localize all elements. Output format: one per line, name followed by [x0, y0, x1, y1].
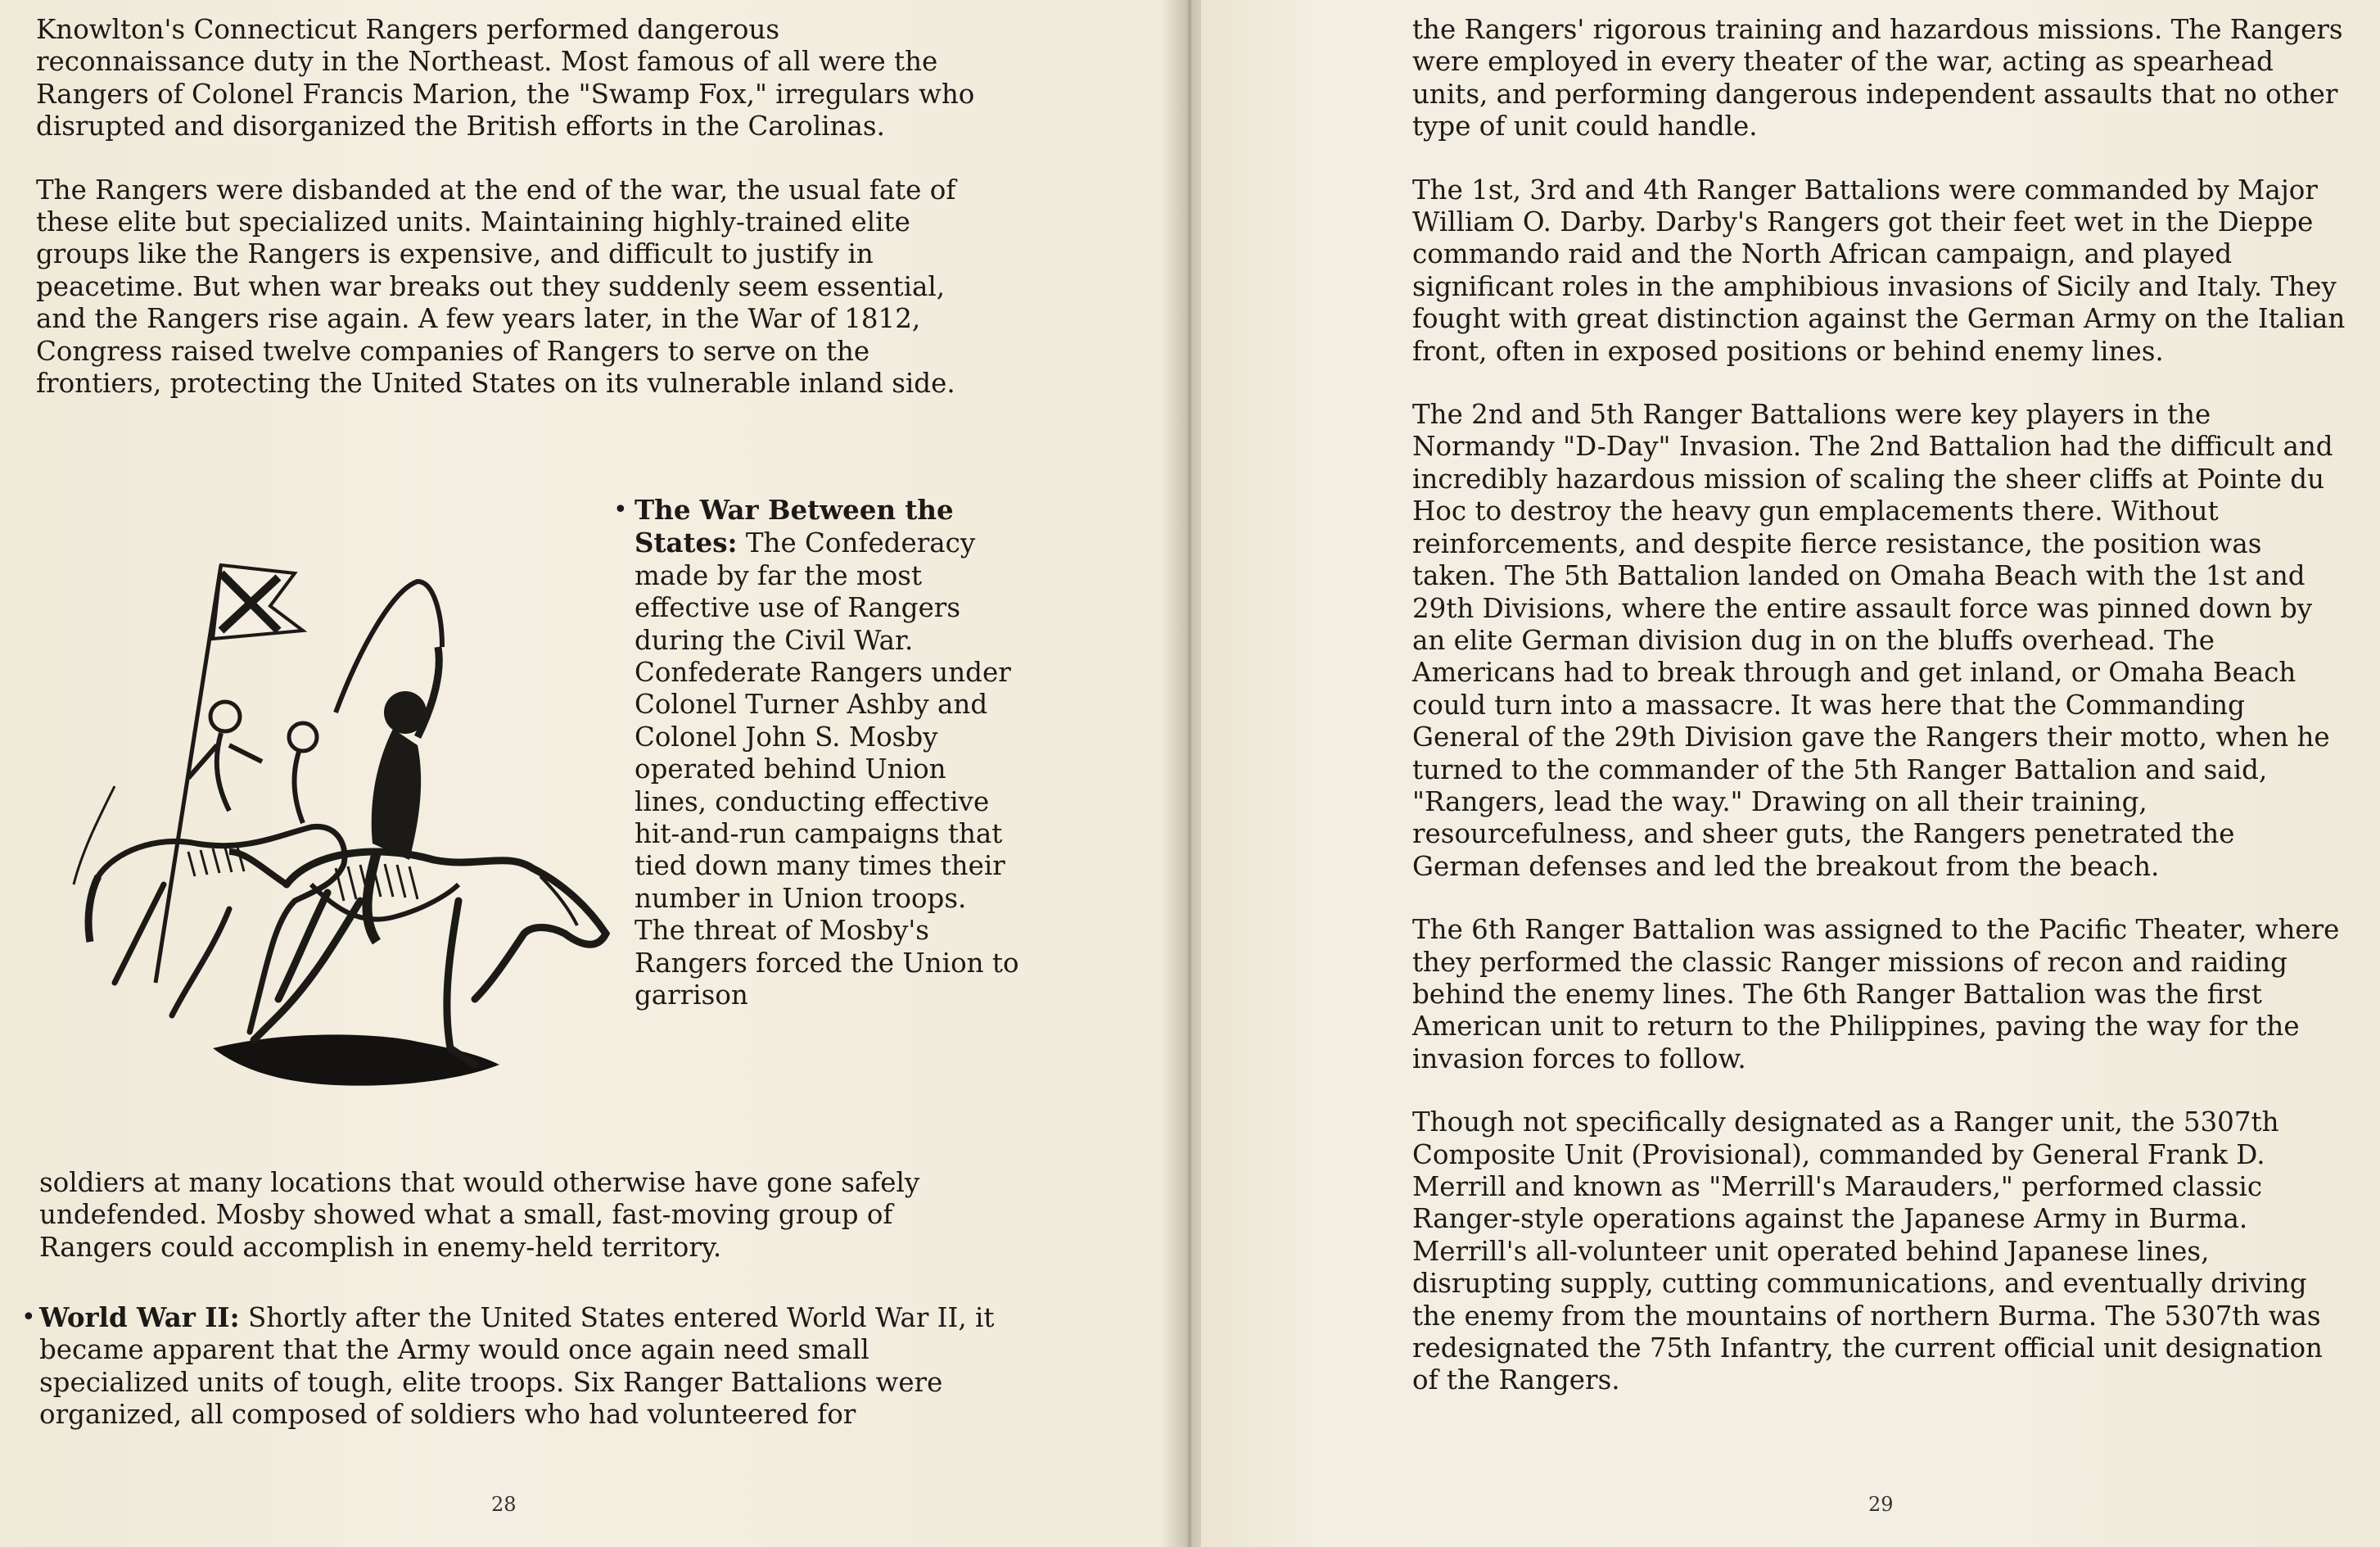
paragraph: Knowlton's Connecticut Rangers performed dangerous reconnaissance duty in the Northeast. Most famous of all were the Rangers of Colonel Francis Marion, the "Swamp Fox," irregulars who disrupted and disorganized the British efforts in the Carolinas. — [36, 14, 975, 142]
paragraph: The 1st, 3rd and 4th Ranger Battalions were commanded by Major William O. Darby. Darby's Rangers got their feet wet in the Dieppe commando raid and the North African campaign, and played significant roles in the amphibious invasions of Sicily and Italy. They fought with great distinction against the German Army on the Italian front, often in exposed positions or behind enemy lines. — [1412, 174, 2346, 367]
page-number: 28 — [491, 1493, 517, 1516]
ww2-text: Shortly after the United States entered World War II, it became apparent that the Army would once again need small specialized units of tough, elite troops. Six Ranger Battalions were organized, all composed of soldiers who had volunteered for — [39, 1302, 995, 1431]
left-text-column — [36, 14, 1018, 431]
paragraph: The 6th Ranger Battalion was assigned to the Pacific Theater, where they performed the classic Ranger missions of recon and raiding behind the enemy lines. The 6th Ranger Battalion was the first American unit to return to the Philippines, paving the way for the invasion forces to follow. — [1412, 914, 2340, 1074]
paragraph: The 2nd and 5th Ranger Battalions were key players in the Normandy "D-Day" Invasion. The 2nd Battalion had the difficult and incredibly hazardous mission of scaling the sheer cliffs at Pointe du Hoc to destroy the heavy gun emplacements there. Without reinforcements, and despite fierce resistance, the position was taken. The 5th Battalion landed on Omaha Beach with the 1st and 29th Divisions, where the entire assault force was pinned down by an elite German division dug in on the bluffs overhead. The Americans had to break through and get inland, or Omaha Beach could turn into a massacre. It was here that the Commanding General of the 29th Division gave the Rangers their motto, when he turned to the commander of the 5th Ranger Battalion and said, "Rangers, lead the way." Drawing on all their training, resourcefulness, and sheer guts, the Rangers penetrated the German defenses and led the breakout from the beach. — [1412, 399, 2333, 882]
bullet-icon: • — [21, 1303, 36, 1332]
left-page — [0, 0, 1179, 1547]
bullet-icon: • — [613, 495, 628, 524]
paragraph: The Rangers were disbanded at the end of the war, the usual fate of these elite but specialized units. Maintaining highly-trained elite groups like the Rangers is expensive, and difficult to justify in peacetime. But when war breaks out they suddenly seem essential, and the Rangers rise again. A few years later, in the War of 1812, Congress raised twelve companies of Rangers to serve on the frontiers, protecting the United States on its vulnerable inland side. — [36, 174, 956, 400]
civil-war-text: The Confederacy made by far the most effective use of Rangers during the Civil War. Confederate Rangers under Colonel Turner Ashby and Colonel John S. Mosby operated behind Union lines, conducting effective hit-and-run campaigns that tied down many times their number in Union troops. The threat of Mosby's Rangers forced the Union to garrison — [635, 527, 1019, 1011]
ww2-heading: World War II: — [39, 1301, 240, 1333]
paragraph: the Rangers' rigorous training and hazardous missions. The Rangers were employed in every theater of the war, acting as spearhead units, and performing dangerous independent assaults that no other type of unit could handle. — [1412, 14, 2343, 142]
civil-war-heading: The War Between the States: — [635, 494, 954, 559]
cavalry-charge-illustration — [65, 541, 630, 1114]
right-page — [1201, 0, 2380, 1547]
civil-war-continuation: soldiers at many locations that would otherwise have gone safely undefended. Mosby showed what a small, fast-moving group of Rangers could accomplish in enemy-held territory. — [39, 1167, 920, 1263]
paragraph: Though not specifically designated as a Ranger unit, the 5307th Composite Unit (Provisional), commanded by General Frank D. Merrill and known as "Merrill's Marauders," performed classic Ranger-style operations against the Japanese Army in Burma. Merrill's all-volunteer unit operated behind Japanese lines, disrupting supply, cutting communications, and eventually driving the enemy from the mountains of northern Burma. The 5307th was redesignated the 75th Infantry, the current official unit designation of the Rangers. — [1412, 1106, 2323, 1396]
right-text-column — [1412, 14, 2346, 1428]
ww2-bullet — [21, 1301, 1005, 1432]
page-number: 29 — [1868, 1493, 1894, 1516]
civil-war-bullet — [613, 494, 1019, 1012]
